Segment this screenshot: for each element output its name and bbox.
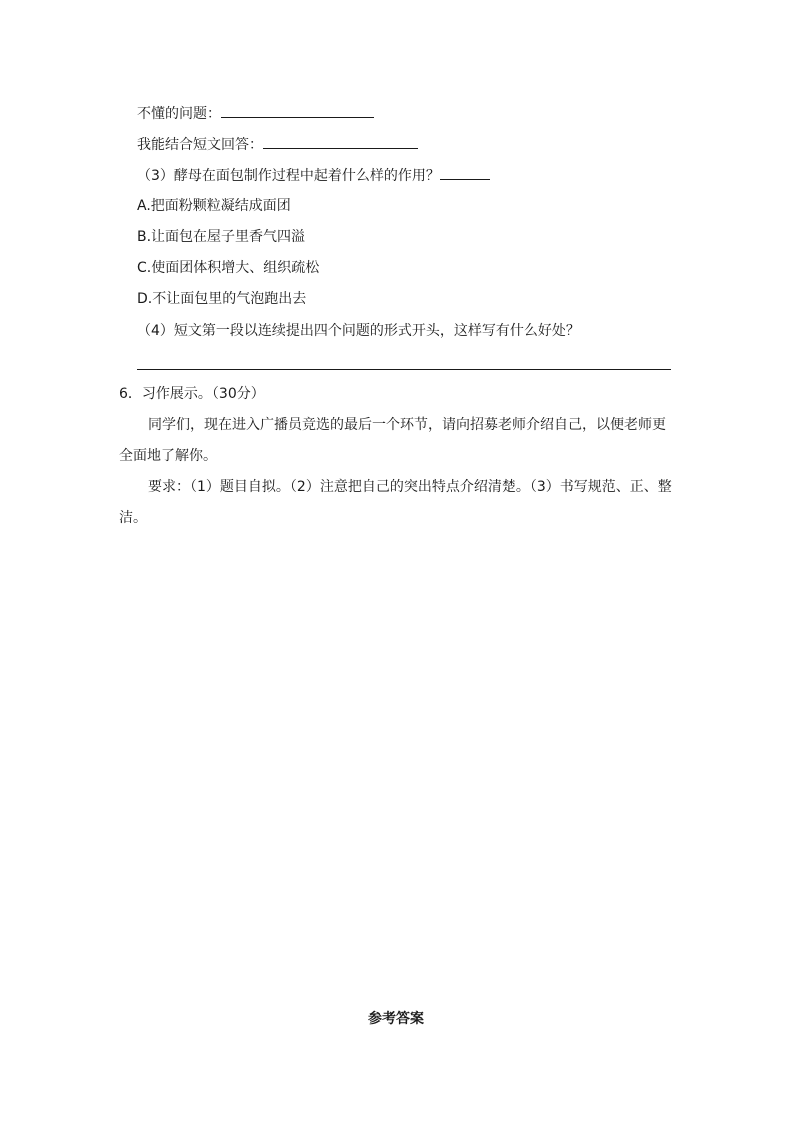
- my-answer-label: 我能结合短文回答：: [137, 137, 263, 153]
- my-answer-row: [137, 134, 418, 155]
- option-a[interactable]: A.把面粉颗粒凝结成面团: [137, 198, 291, 214]
- option-d[interactable]: D.不让面包里的气泡跑出去: [137, 291, 307, 307]
- question-6-heading: 6．习作展示。（30分）: [119, 386, 265, 402]
- question-6-requirements-line-1: 要求：（1）题目自拟。（2）注意把自己的突出特点介绍清楚。（3）书写规范、正、整: [148, 479, 672, 495]
- option-c[interactable]: C.使面团体积增大、组织疏松: [137, 260, 320, 276]
- question-6-requirements-line-2: 洁。: [119, 510, 147, 526]
- question-3-row: [137, 165, 490, 186]
- question-6-prompt-line-2: 全面地了解你。: [119, 448, 217, 464]
- question-4-text: （4）短文第一段以连续提出四个问题的形式开头，这样写有什么好处？: [137, 323, 580, 339]
- unknown-question-row: [137, 103, 374, 124]
- question-3-text: （3）酵母在面包制作过程中起着什么样的作用？: [137, 168, 440, 184]
- unknown-question-label: 不懂的问题：: [137, 106, 221, 122]
- unknown-question-blank[interactable]: [221, 103, 374, 118]
- question-4-answer-line[interactable]: [137, 369, 671, 370]
- question-6-prompt-line-1: 同学们，现在进入广播员竞选的最后一个环节，请向招募老师介绍自己，以便老师更: [148, 417, 666, 433]
- my-answer-blank[interactable]: [263, 134, 418, 149]
- question-3-answer-blank[interactable]: [440, 165, 490, 180]
- answers-title: 参考答案: [368, 1011, 424, 1027]
- option-b[interactable]: B.让面包在屋子里香气四溢: [137, 229, 306, 245]
